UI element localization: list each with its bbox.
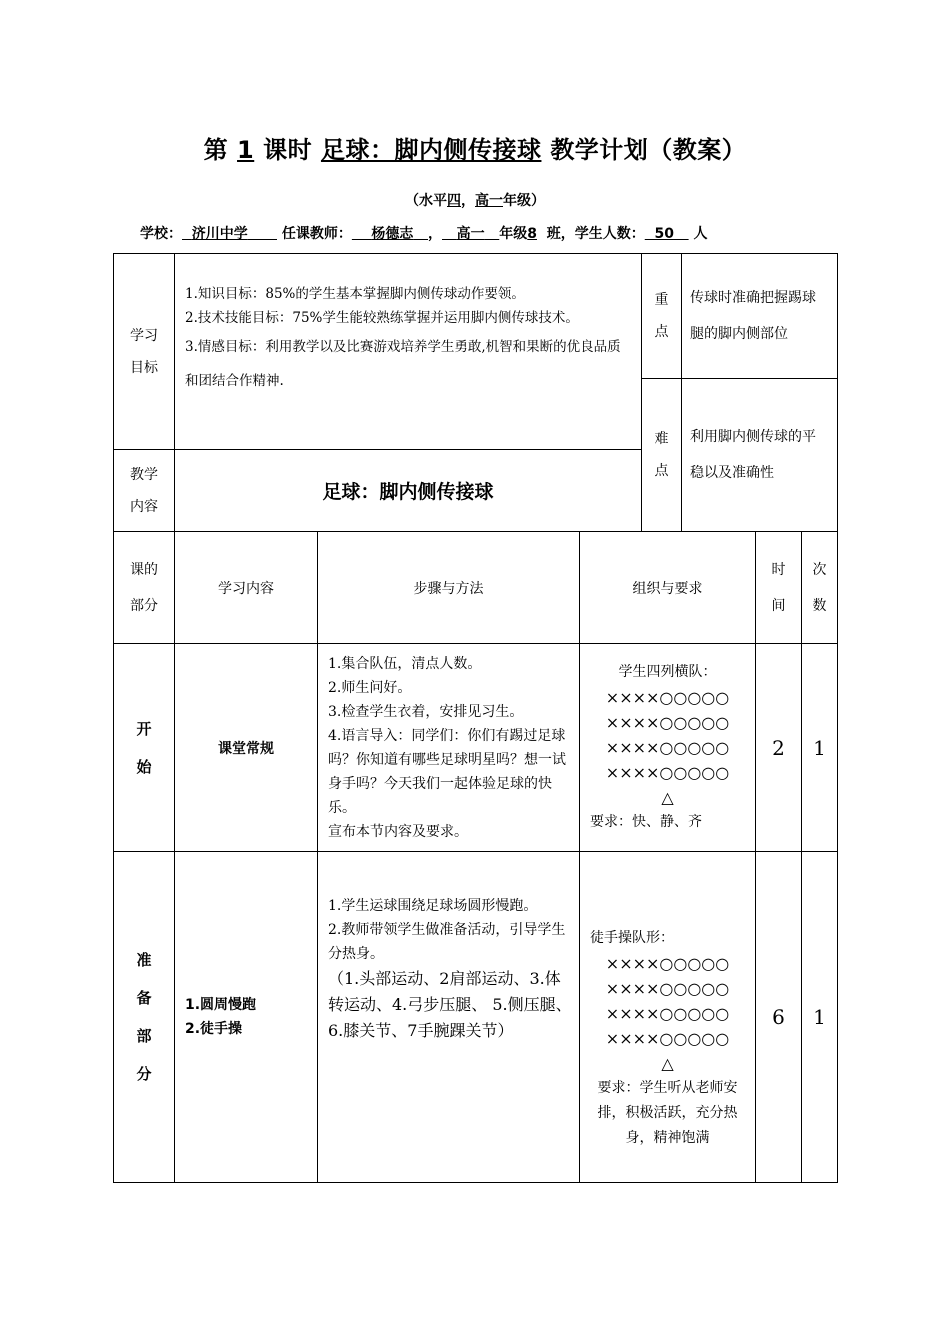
- goal-item: 3.情感目标：利用教学以及比赛游戏培养学生勇敢,机智和果断的优良品质和团结合作精神.: [185, 339, 621, 389]
- title-mid: 课时: [263, 136, 313, 164]
- formation-row: ××××○○○○○: [605, 763, 730, 782]
- info-grade: 高一: [456, 226, 485, 242]
- formation-row: ××××○○○○○: [605, 688, 730, 707]
- count-start: 1: [802, 644, 838, 852]
- grade-label: 年级: [499, 226, 528, 242]
- header-part-line: 部分: [130, 597, 158, 614]
- section-warmup: [114, 852, 838, 1183]
- step-item: 3.检查学生衣着，安排见习生。: [328, 703, 524, 720]
- info-line: [140, 223, 830, 243]
- title-suffix: 教学计划（教案）: [550, 136, 747, 164]
- topic-item: 1.圆周慢跑: [185, 997, 257, 1013]
- class-label: 班，学生人数：: [546, 226, 645, 242]
- step-item: 2.师生问好。: [328, 679, 412, 696]
- subtitle-open: （水平: [405, 193, 447, 209]
- part-char: 部: [136, 1027, 152, 1045]
- org-title: 学生四列横队：: [618, 664, 717, 680]
- content-label-line: 内容: [130, 498, 158, 515]
- school-name: 济川中学: [191, 226, 248, 242]
- step-item: 1.学生运球围绕足球场圆形慢跑。: [328, 898, 538, 914]
- org-requirement: 要求：学生听从老师安排，积极活跃，充分热身，精神饱满: [597, 1080, 738, 1146]
- difficulty-text: 利用脚内侧传球的平稳以及准确性: [682, 379, 838, 532]
- step-item: 宣布本节内容及要求。: [328, 823, 468, 840]
- key-point-label: [642, 254, 682, 379]
- school-label: 学校：: [140, 226, 182, 242]
- info-comma: ，: [428, 226, 442, 242]
- teacher-value: [352, 226, 428, 242]
- goal-item: 1.知识目标：85%的学生基本掌握脚内侧传球动作要领。: [185, 286, 525, 302]
- content-text: 足球：脚内侧传接球: [175, 450, 642, 532]
- header-time-line: 时: [771, 561, 786, 578]
- goals-label: [114, 254, 175, 450]
- section-start: [114, 644, 838, 852]
- lesson-number: 1: [237, 136, 255, 164]
- goal-item: 2.技术技能目标：75%学生能较熟练掌握并运用脚内侧传球技术。: [185, 310, 579, 326]
- formation-row: ××××○○○○○: [605, 954, 730, 973]
- step-item: （1.头部运动、2肩部运动、3.体转运动、4.弓步压腿、 5.侧压腿、6.膝关节、7手腕踝关节）: [328, 969, 572, 1040]
- lesson-table: [113, 531, 838, 1183]
- header-org: 组织与要求: [580, 532, 756, 644]
- class-number: 8: [527, 226, 537, 242]
- part-char: 备: [136, 989, 152, 1007]
- grade-field: [442, 226, 499, 242]
- teacher-triangle-icon: △: [661, 1054, 674, 1073]
- header-count-line: 数: [812, 597, 827, 614]
- page-title: [0, 130, 950, 165]
- step-item: 1.集合队伍，清点人数。: [328, 655, 482, 672]
- formation-row: ××××○○○○○: [605, 713, 730, 732]
- steps-warmup: [318, 852, 580, 1183]
- org-requirement: 要求：快、静、齐: [590, 814, 702, 830]
- difficulty-label-line: 难: [654, 431, 669, 447]
- content-label: [114, 450, 175, 532]
- key-point-label-line: 点: [654, 324, 669, 340]
- formation-row: ××××○○○○○: [605, 738, 730, 757]
- teacher-label: 任课教师：: [281, 226, 352, 242]
- teacher-name: 杨德志: [371, 226, 414, 242]
- topic-start: 课堂常规: [175, 644, 318, 852]
- level-value: 四: [447, 193, 461, 209]
- part-char: 始: [136, 757, 152, 776]
- key-point-label-line: 重: [654, 292, 669, 308]
- org-title: 徒手操队形：: [590, 930, 674, 946]
- formation-row: ××××○○○○○: [605, 1029, 730, 1048]
- goals-label-line: 学习: [130, 327, 158, 344]
- title-topic: 足球：脚内侧传接球: [320, 136, 542, 164]
- student-count: 50: [654, 226, 674, 242]
- part-char: 准: [136, 951, 152, 969]
- part-char: 分: [136, 1065, 152, 1083]
- students-unit: 人: [693, 226, 708, 242]
- topic-item: 2.徒手操: [185, 1021, 243, 1037]
- key-point-text: 传球时准确把握踢球腿的脚内侧部位: [682, 254, 838, 379]
- header-time-line: 间: [771, 597, 786, 614]
- time-start: 2: [756, 644, 802, 852]
- goals-text: [175, 254, 642, 450]
- formation-row: ××××○○○○○: [605, 1004, 730, 1023]
- header-learning: 学习内容: [175, 532, 318, 644]
- step-item: 4.语言导入：同学们：你们有踢过足球吗？你知道有哪些足球明星吗？想一试身手吗？今天我们一起体验足球的快乐。: [328, 727, 566, 816]
- content-label-line: 教学: [130, 466, 158, 483]
- difficulty-label: [642, 379, 682, 532]
- subtitle-close: 年级）: [503, 193, 545, 209]
- count-warmup: 1: [802, 852, 838, 1183]
- difficulty-label-line: 点: [654, 463, 669, 479]
- subtitle: [0, 190, 950, 210]
- goals-label-line: 目标: [130, 359, 158, 376]
- part-label-start: [114, 644, 175, 852]
- time-warmup: 6: [756, 852, 802, 1183]
- grade-value: 高一: [475, 193, 503, 209]
- part-label-warmup: [114, 852, 175, 1183]
- topic-warmup: [175, 852, 318, 1183]
- header-time: [756, 532, 802, 644]
- title-prefix: 第: [203, 136, 229, 164]
- header-count-line: 次: [812, 561, 827, 578]
- teacher-triangle-icon: △: [661, 788, 674, 807]
- header-steps: 步骤与方法: [318, 532, 580, 644]
- header-count: [802, 532, 838, 644]
- org-warmup: [580, 852, 756, 1183]
- header-part: [114, 532, 175, 644]
- header-part-line: 课的: [130, 561, 158, 578]
- org-start: [580, 644, 756, 852]
- subtitle-comma: ，: [461, 193, 475, 209]
- students-field: [645, 226, 689, 242]
- step-item: 2.教师带领学生做准备活动，引导学生分热身。: [328, 922, 566, 962]
- steps-start: [318, 644, 580, 852]
- formation-row: ××××○○○○○: [605, 979, 730, 998]
- part-char: 开: [136, 719, 152, 738]
- school-value: [182, 226, 277, 242]
- objectives-table: [113, 253, 838, 532]
